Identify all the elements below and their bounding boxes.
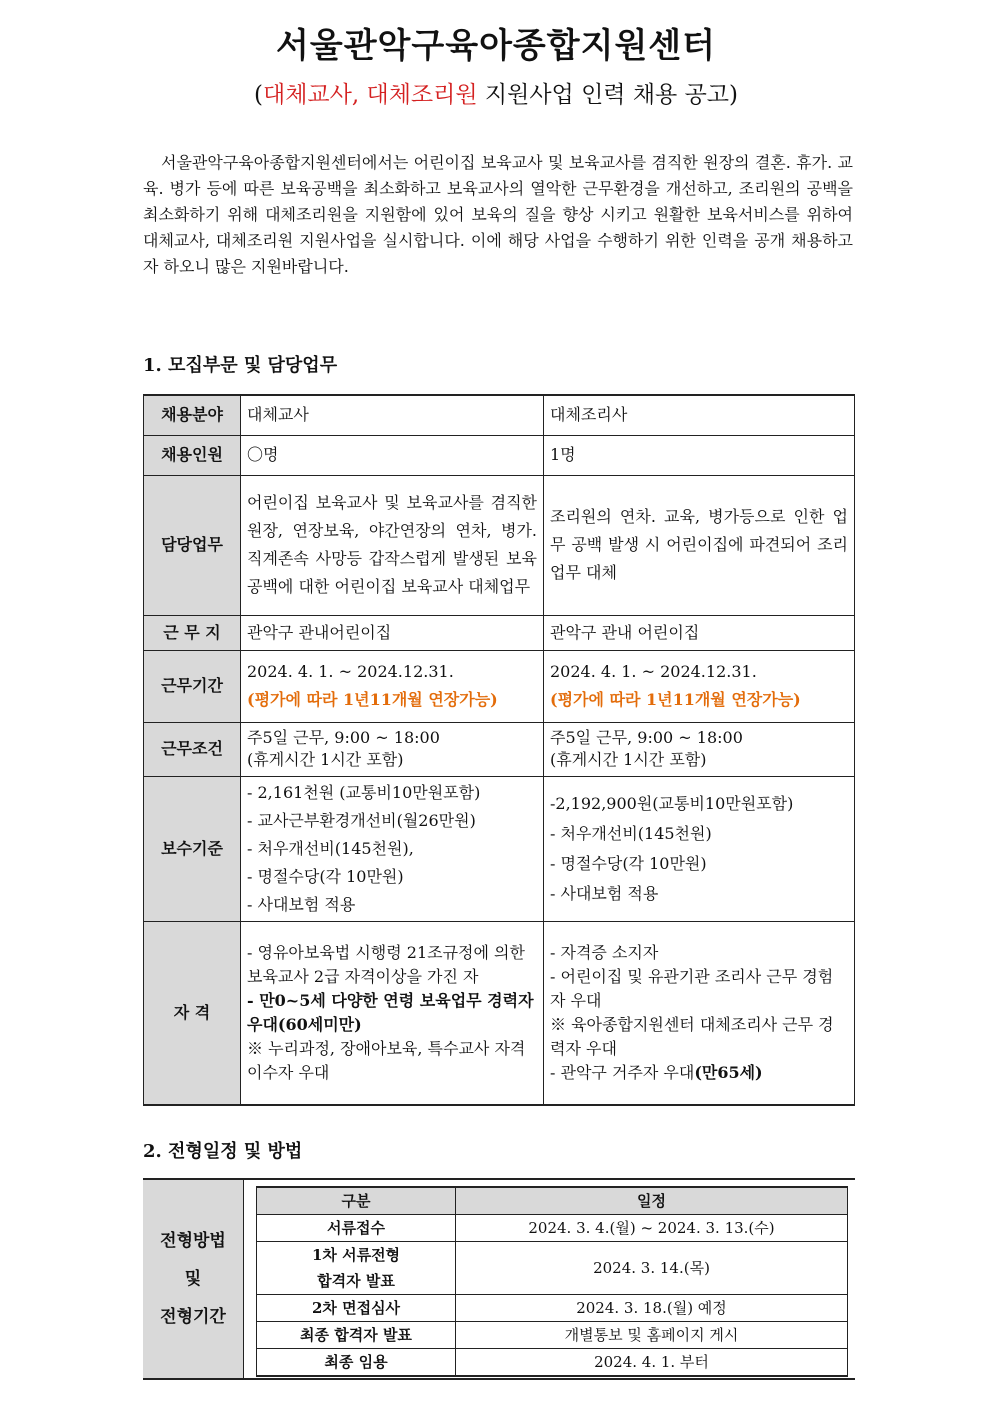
schedule-step: 최종 임용 [257, 1349, 456, 1377]
schedule-step: 최종 합격자 발표 [257, 1322, 456, 1349]
table-row [144, 475, 855, 615]
qual-item [550, 1061, 848, 1085]
recruit-table [143, 394, 855, 1106]
section-heading-recruit: 1. 모집부문 및 담당업무 [143, 355, 338, 376]
section-heading-schedule: 2. 전형일정 및 방법 [143, 1141, 303, 1162]
table-row [257, 1242, 848, 1295]
work-hours: 주5일 근무, 9:00 ~ 18:00 [550, 728, 743, 747]
table-row [144, 615, 855, 650]
schedule-date: 2024. 3. 14.(목) [456, 1242, 848, 1295]
qual-item: - 어린이집 및 유관기관 조리사 근무 경험자 우대 [550, 966, 834, 1010]
pay-item: - 교사근부환경개선비(월26만원) [247, 810, 476, 830]
table-row [144, 921, 855, 1105]
qual-age-limit: (만65세) [694, 1062, 763, 1082]
period-extension-note: (평가에 따라 1년11개월 연장가능) [247, 690, 498, 709]
qual-item: - 영유아보육법 시행령 21조규정에 의한 보육교사 2급 자격이상을 가진 자 [247, 942, 525, 986]
pay-item: - 사대보험 적용 [247, 894, 356, 914]
break-time: (휴게시간 1시간 포함) [247, 750, 404, 769]
row-label: 근 무 지 [144, 615, 241, 650]
schedule-date: 2024. 3. 4.(월) ~ 2024. 3. 13.(수) [456, 1215, 848, 1242]
teacher-condition [241, 722, 544, 776]
pay-item: - 처우개선비(145천원), [247, 838, 414, 858]
cook-period [544, 650, 855, 722]
schedule-step: 서류접수 [257, 1215, 456, 1242]
row-label: 근무조건 [144, 722, 241, 776]
cook-count: 1명 [544, 435, 855, 475]
row-label: 채용인원 [144, 435, 241, 475]
table-row [144, 776, 855, 921]
table-row [257, 1295, 848, 1322]
qual-item-note: ※ 누리과정, 장애아보육, 특수교사 자격이수자 우대 [247, 1038, 526, 1082]
cook-condition [544, 722, 855, 776]
table-row [257, 1349, 848, 1377]
schedule-step: 2차 면접심사 [257, 1295, 456, 1322]
row-label: 담당업무 [144, 475, 241, 615]
pay-item: - 명절수당(각 10만원) [550, 853, 707, 873]
page-title: 서울관악구육아종합지원센터 [276, 26, 716, 66]
table-row [257, 1322, 848, 1349]
page-subtitle [0, 76, 992, 109]
schedule-label-line: 및 [184, 1269, 202, 1289]
row-label: 채용분야 [144, 395, 241, 435]
intro-paragraph: 서울관악구육아종합지원센터에서는 어린이집 보육교사 및 보육교사를 겸직한 원장의 결혼. 휴가. 교육. 병가 등에 따른 보육공백을 최소화하고 보육교사의 열악한 근무환경을 개선하고, 조리원의 공백을 최소화하기 위해 대체조리원을 지원함에 있어 보육의 질을 향상 시키고 원활한 보육서비스를 위하여 대체교사, 대체조리원 지원사업을 실시합니다. 이에 해당 사업을 수행하기 위한 인력을 공개 채용하고자 하오니 많은 지원바랍니다. [143, 153, 853, 276]
work-hours: 주5일 근무, 9:00 ~ 18:00 [247, 728, 440, 747]
pay-item: - 명절수당(각 10만원) [247, 866, 404, 886]
schedule-box [143, 1178, 855, 1380]
period-extension-note: (평가에 따라 1년11개월 연장가능) [550, 690, 801, 709]
cook-qualification [544, 921, 855, 1105]
qual-resident: - 관악구 거주자 우대 [550, 1062, 695, 1082]
pay-item: - 사대보험 적용 [550, 883, 659, 903]
teacher-place: 관악구 관내어린이집 [241, 615, 544, 650]
table-header-row [257, 1187, 848, 1215]
schedule-label-line: 전형방법 [160, 1231, 226, 1251]
subtitle-rest: 지원사업 인력 채용 공고) [477, 82, 738, 108]
teacher-count: 〇명 [241, 435, 544, 475]
subtitle-open: ( [254, 82, 263, 108]
table-row [144, 722, 855, 776]
qual-item-note: ※ 육아종합지원센터 대체조리사 근무 경력자 우대 [550, 1014, 834, 1058]
pay-item: - 처우개선비(145천원) [550, 823, 712, 843]
column-header: 일정 [456, 1187, 848, 1215]
pay-item: - 2,161천원 (교통비10만원포함) [247, 782, 481, 802]
teacher-qualification [241, 921, 544, 1105]
row-label: 보수기준 [144, 776, 241, 921]
schedule-step-line: 1차 서류전형 [311, 1246, 401, 1264]
cook-place: 관악구 관내 어린이집 [544, 615, 855, 650]
schedule-label-line: 전형기간 [160, 1307, 226, 1327]
table-row [257, 1215, 848, 1242]
table-row [144, 435, 855, 475]
schedule-step-line: 합격자 발표 [317, 1272, 395, 1290]
break-time: (휴게시간 1시간 포함) [550, 750, 707, 769]
teacher-field: 대체교사 [241, 395, 544, 435]
row-label: 자 격 [144, 921, 241, 1105]
schedule-date: 2024. 4. 1. 부터 [456, 1349, 848, 1377]
cook-field: 대체조리사 [544, 395, 855, 435]
teacher-pay [241, 776, 544, 921]
schedule-table [256, 1186, 848, 1377]
table-row [144, 650, 855, 722]
subtitle-highlight: 대체교사, 대체조리원 [262, 82, 478, 108]
cook-pay [544, 776, 855, 921]
teacher-period [241, 650, 544, 722]
pay-item: -2,192,900원(교통비10만원포함) [550, 793, 794, 813]
cook-duty: 조리원의 연차. 교육, 병가등으로 인한 업무 공백 발생 시 어린이집에 파견되어 조리 업무 대체 [544, 475, 855, 615]
qual-item-preferred: - 만0~5세 다양한 연령 보육업무 경력자 우대(60세미만) [247, 990, 534, 1034]
teacher-duty: 어린이집 보육교사 및 보육교사를 겸직한 원장, 연장보육, 야간연장의 연차, 병가. 직계존속 사망등 갑작스럽게 발생된 보육공백에 대한 어린이집 보육교사 대체업무 [241, 475, 544, 615]
period-dates: 2024. 4. 1. ~ 2024.12.31. [247, 662, 454, 681]
schedule-date: 2024. 3. 18.(월) 예정 [456, 1295, 848, 1322]
schedule-step [257, 1242, 456, 1295]
column-header: 구분 [257, 1187, 456, 1215]
schedule-label [143, 1180, 244, 1378]
schedule-date: 개별통보 및 홈페이지 게시 [456, 1322, 848, 1349]
period-dates: 2024. 4. 1. ~ 2024.12.31. [550, 662, 757, 681]
row-label: 근무기간 [144, 650, 241, 722]
qual-item: - 자격증 소지자 [550, 942, 659, 962]
table-row [144, 395, 855, 435]
